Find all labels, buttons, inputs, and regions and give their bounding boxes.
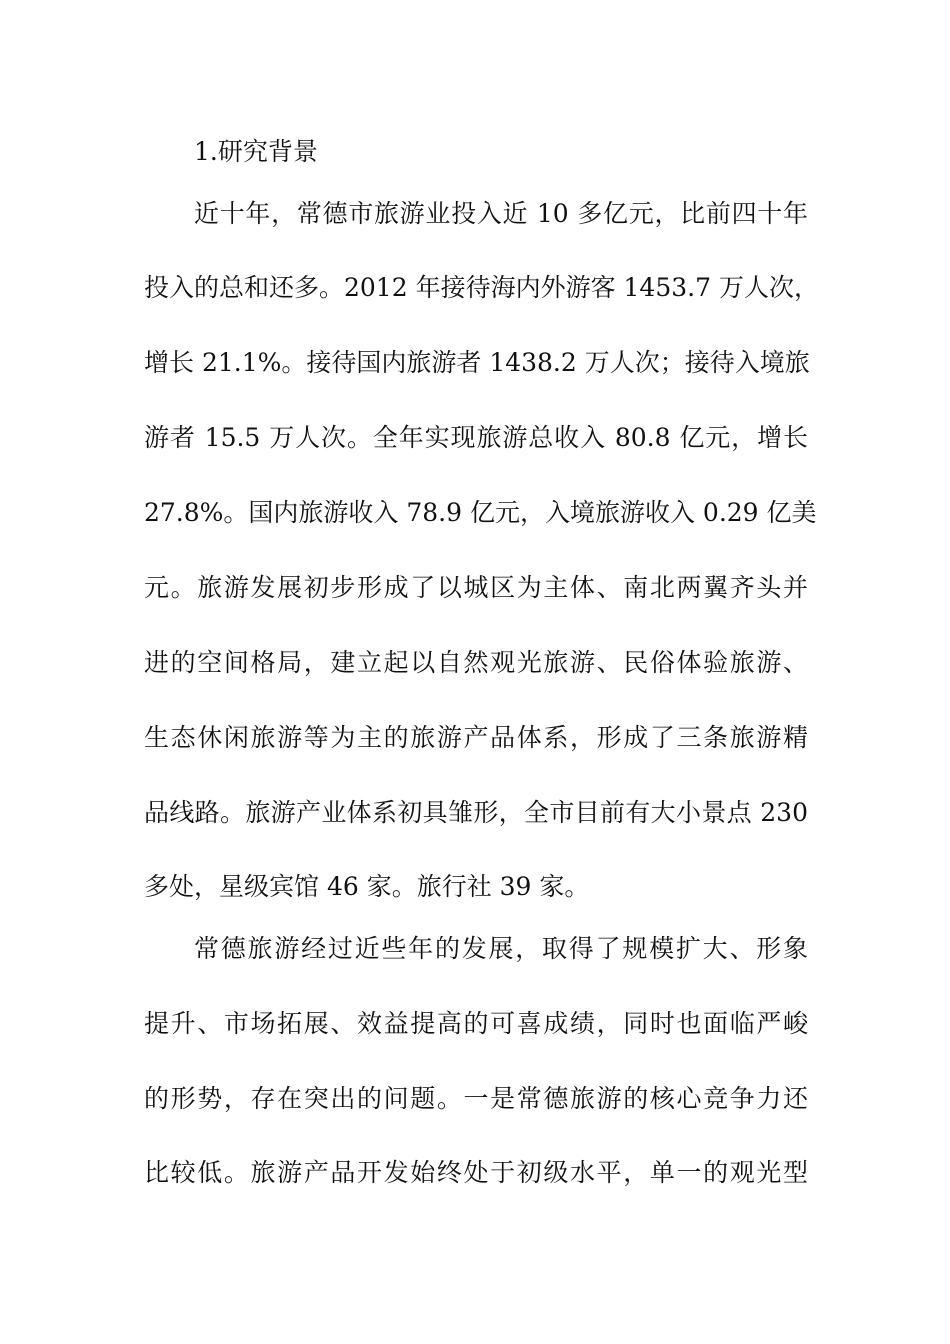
paragraph-1-line-5: 27.8%。国内旅游收入 78.9 亿元，入境旅游收入 0.29 亿美 <box>144 498 817 527</box>
paragraph-2-line-2: 提升、市场拓展、效益提高的可喜成绩，同时也面临严峻 <box>144 1009 808 1038</box>
paragraph-1-line-7: 进的空间格局，建立起以自然观光旅游、民俗体验旅游、 <box>144 648 808 677</box>
section-heading: 1.研究背景 <box>194 137 318 166</box>
paragraph-1-line-1: 近十年，常德市旅游业投入近 10 多亿元，比前四十年 <box>194 199 808 228</box>
paragraph-1-line-3: 增长 21.1%。接待国内旅游者 1438.2 万人次；接待入境旅 <box>144 348 810 377</box>
paragraph-2-line-3: 的形势，存在突出的问题。一是常德旅游的核心竞争力还 <box>144 1084 808 1113</box>
paragraph-2-line-4: 比较低。旅游产品开发始终处于初级水平，单一的观光型 <box>144 1158 808 1187</box>
paragraph-1-line-8: 生态休闲旅游等为主的旅游产品体系，形成了三条旅游精 <box>144 723 808 752</box>
paragraph-1-line-10: 多处，星级宾馆 46 家。旅行社 39 家。 <box>144 872 590 901</box>
paragraph-1-line-6: 元。旅游发展初步形成了以城区为主体、南北两翼齐头并 <box>144 573 808 602</box>
paragraph-1-line-2: 投入的总和还多。2012 年接待海内外游客 1453.7 万人次， <box>144 273 819 302</box>
paragraph-2-line-1: 常德旅游经过近些年的发展，取得了规模扩大、形象 <box>194 934 808 963</box>
paragraph-1-line-4: 游者 15.5 万人次。全年实现旅游总收入 80.8 亿元，增长 <box>144 423 808 452</box>
paragraph-1-line-9: 品线路。旅游产业体系初具雏形，全市目前有大小景点 230 <box>144 798 808 827</box>
